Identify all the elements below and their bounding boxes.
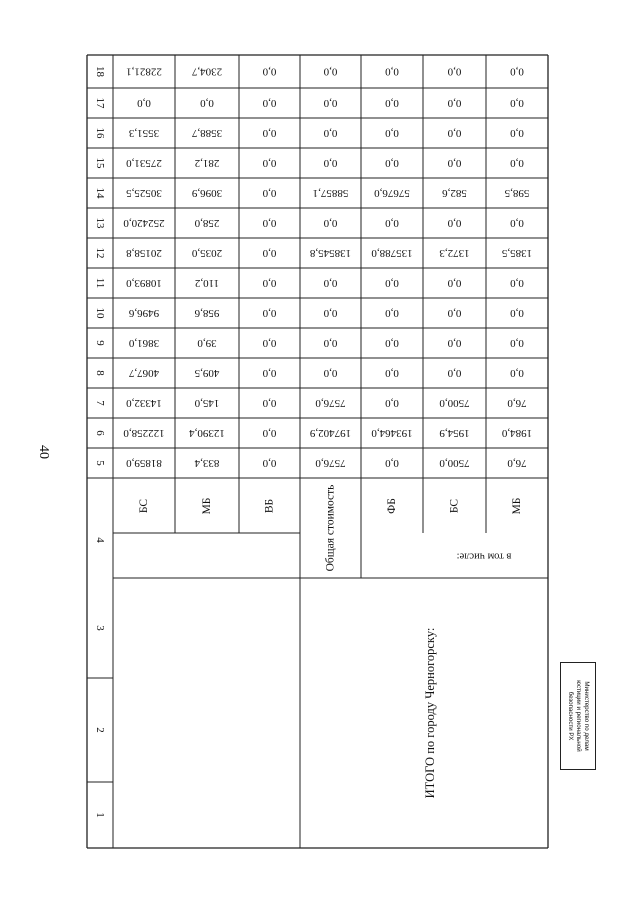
table-cell: 1984,0 bbox=[501, 427, 533, 439]
row-label: ВБ bbox=[263, 498, 276, 514]
table-cell: 138545,8 bbox=[309, 247, 352, 259]
table-cell: 0,0 bbox=[385, 127, 399, 139]
row-label: МБ bbox=[201, 497, 213, 515]
table-cell: 281,2 bbox=[194, 157, 220, 169]
stamp-line: юстиции и региональной bbox=[575, 680, 582, 752]
column-number: 17 bbox=[94, 97, 106, 109]
table-cell: 833,4 bbox=[194, 457, 220, 469]
column-number: 16 bbox=[94, 127, 106, 139]
table-cell: 12390,4 bbox=[189, 427, 225, 439]
table-cell: 0,0 bbox=[323, 277, 338, 289]
table-cell: 0,0 bbox=[447, 97, 462, 109]
table-cell: 0,0 bbox=[385, 337, 399, 349]
table-cell: 14332,0 bbox=[126, 397, 162, 409]
table-cell: 0,0 bbox=[137, 97, 151, 109]
table-cell: 39,0 bbox=[197, 337, 217, 349]
table-cell: 0,0 bbox=[510, 217, 524, 229]
table-cell: 0,0 bbox=[510, 127, 524, 139]
stamp-line: безопасности РХ bbox=[567, 691, 574, 741]
column-number: 6 bbox=[94, 430, 106, 436]
table-cell: 0,0 bbox=[447, 127, 462, 139]
table-cell: 0,0 bbox=[447, 337, 462, 349]
table-cell: 7500,0 bbox=[439, 457, 470, 469]
table-cell: 0,0 bbox=[262, 337, 277, 349]
table-cell: 22821,1 bbox=[126, 65, 162, 78]
table-cell: 409,5 bbox=[194, 367, 220, 379]
table-cell: 0,0 bbox=[510, 367, 524, 379]
table-cell: 197402,9 bbox=[309, 427, 352, 439]
table-cell: 0,0 bbox=[323, 307, 338, 319]
table-cell: 0,0 bbox=[385, 65, 399, 78]
table-cell: 0,0 bbox=[510, 65, 524, 78]
column-number: 11 bbox=[94, 277, 106, 289]
column-number: 1 bbox=[94, 812, 106, 818]
column-number: 13 bbox=[94, 217, 106, 229]
table-cell: 0,0 bbox=[447, 277, 462, 289]
row-label: БС bbox=[138, 498, 150, 514]
table-cell: 3588,7 bbox=[191, 127, 223, 139]
table-cell: 7500,0 bbox=[439, 397, 470, 409]
table-cell: 2035,0 bbox=[191, 247, 223, 259]
table-cell: 0,0 bbox=[385, 277, 399, 289]
column-number: 12 bbox=[94, 247, 106, 259]
column-number: 4 bbox=[94, 537, 106, 543]
table-cell: 1372,3 bbox=[439, 247, 470, 259]
table-cell: 135788,0 bbox=[371, 247, 413, 259]
table-cell: 0,0 bbox=[385, 307, 399, 319]
table-cell: 0,0 bbox=[200, 97, 214, 109]
table-cell: 0,0 bbox=[262, 307, 277, 319]
table-cell: 20158,8 bbox=[126, 247, 162, 259]
column-number: 7 bbox=[94, 400, 106, 406]
table-cell: 76,0 bbox=[507, 397, 527, 409]
table-cell: 0,0 bbox=[262, 367, 277, 379]
table-cell: 0,0 bbox=[510, 337, 524, 349]
table-cell: 9496,6 bbox=[128, 307, 160, 319]
row-label: БС bbox=[448, 498, 461, 514]
table-cell: 110,2 bbox=[194, 277, 220, 289]
table-cell: 0,0 bbox=[323, 97, 338, 109]
table-cell: 57676,0 bbox=[374, 187, 410, 199]
table-cell: 81859,0 bbox=[126, 457, 162, 469]
table-cell: 0,0 bbox=[510, 307, 524, 319]
column-number: 14 bbox=[94, 187, 106, 199]
table-cell: 10893,0 bbox=[126, 277, 162, 289]
row-label: ФБ bbox=[386, 498, 398, 514]
table-cell: 1954,9 bbox=[439, 427, 470, 439]
table-cell: 76,0 bbox=[507, 457, 527, 469]
table-cell: 4067,7 bbox=[128, 367, 160, 379]
column-number: 10 bbox=[94, 307, 106, 319]
table-cell: 582,6 bbox=[442, 187, 467, 199]
table-cell: 0,0 bbox=[262, 217, 277, 229]
table-cell: 0,0 bbox=[323, 127, 338, 139]
table-cell: 0,0 bbox=[323, 367, 338, 379]
column-number: 5 bbox=[94, 460, 106, 466]
table-cell: 27531,0 bbox=[126, 157, 162, 169]
table-cell: 58857,1 bbox=[312, 187, 349, 199]
table-cell: 0,0 bbox=[262, 397, 277, 409]
table-cell: 0,0 bbox=[447, 307, 462, 319]
table-cell: 0,0 bbox=[262, 65, 277, 78]
table-cell: 0,0 bbox=[262, 187, 277, 199]
column-number: 9 bbox=[94, 340, 106, 346]
column-number: 15 bbox=[94, 157, 106, 169]
table-cell: 0,0 bbox=[447, 157, 462, 169]
column-number: 3 bbox=[94, 625, 106, 631]
table-cell: 0,0 bbox=[385, 97, 399, 109]
table-cell: 193464,0 bbox=[371, 427, 413, 439]
table-cell: 0,0 bbox=[262, 97, 277, 109]
table-cell: 0,0 bbox=[510, 277, 524, 289]
ministry-stamp bbox=[560, 662, 596, 770]
table-cell: 0,0 bbox=[323, 157, 338, 169]
table-cell: 0,0 bbox=[385, 157, 399, 169]
table-cell: 0,0 bbox=[262, 457, 277, 469]
table-cell: 0,0 bbox=[323, 217, 338, 229]
table-cell: 0,0 bbox=[262, 247, 277, 259]
table-cell: 0,0 bbox=[447, 367, 462, 379]
table-cell: 0,0 bbox=[385, 457, 399, 469]
row-label: МБ bbox=[511, 497, 523, 515]
in-that-number-label: в том числе: bbox=[456, 550, 512, 562]
table-cell: 0,0 bbox=[385, 397, 399, 409]
table-cell: 3096,9 bbox=[191, 187, 223, 199]
table-cell: 598,5 bbox=[504, 187, 530, 199]
table-cell: 145,0 bbox=[194, 397, 220, 409]
table-cell: 0,0 bbox=[262, 157, 277, 169]
table-cell: 0,0 bbox=[323, 65, 338, 78]
table-cell: 0,0 bbox=[262, 427, 277, 439]
row-label: Общая стоимость bbox=[324, 484, 337, 572]
table-cell: 7576,0 bbox=[315, 457, 346, 469]
table-cell: 0,0 bbox=[262, 277, 277, 289]
table-cell: 0,0 bbox=[323, 337, 338, 349]
table-cell: 0,0 bbox=[385, 367, 399, 379]
table-cell: 3551,3 bbox=[128, 127, 160, 139]
table-cell: 252420,0 bbox=[123, 217, 165, 229]
column-number: 2 bbox=[94, 727, 106, 733]
table-cell: 2304,7 bbox=[191, 65, 223, 78]
table-cell: 0,0 bbox=[447, 217, 462, 229]
table-cell: 7576,0 bbox=[315, 397, 346, 409]
table-cell: 1385,5 bbox=[501, 247, 533, 259]
total-label: ИТОГО по городу Черногорску: bbox=[423, 627, 437, 799]
table-cell: 0,0 bbox=[447, 65, 462, 78]
table-cell: 0,0 bbox=[262, 127, 277, 139]
table-cell: 0,0 bbox=[385, 217, 399, 229]
table-cell: 0,0 bbox=[510, 97, 524, 109]
table-cell: 0,0 bbox=[510, 157, 524, 169]
table-cell: 258,0 bbox=[194, 217, 220, 229]
table-cell: 3861,0 bbox=[128, 337, 160, 349]
table-cell: 30525,5 bbox=[126, 187, 162, 199]
column-number: 18 bbox=[94, 66, 106, 77]
page-number: 40 bbox=[36, 445, 51, 459]
table-cell: 122258,0 bbox=[123, 427, 165, 439]
stamp-line: Министерство по делам bbox=[583, 681, 590, 751]
column-number: 8 bbox=[94, 370, 106, 376]
table-cell: 958,6 bbox=[194, 307, 220, 319]
